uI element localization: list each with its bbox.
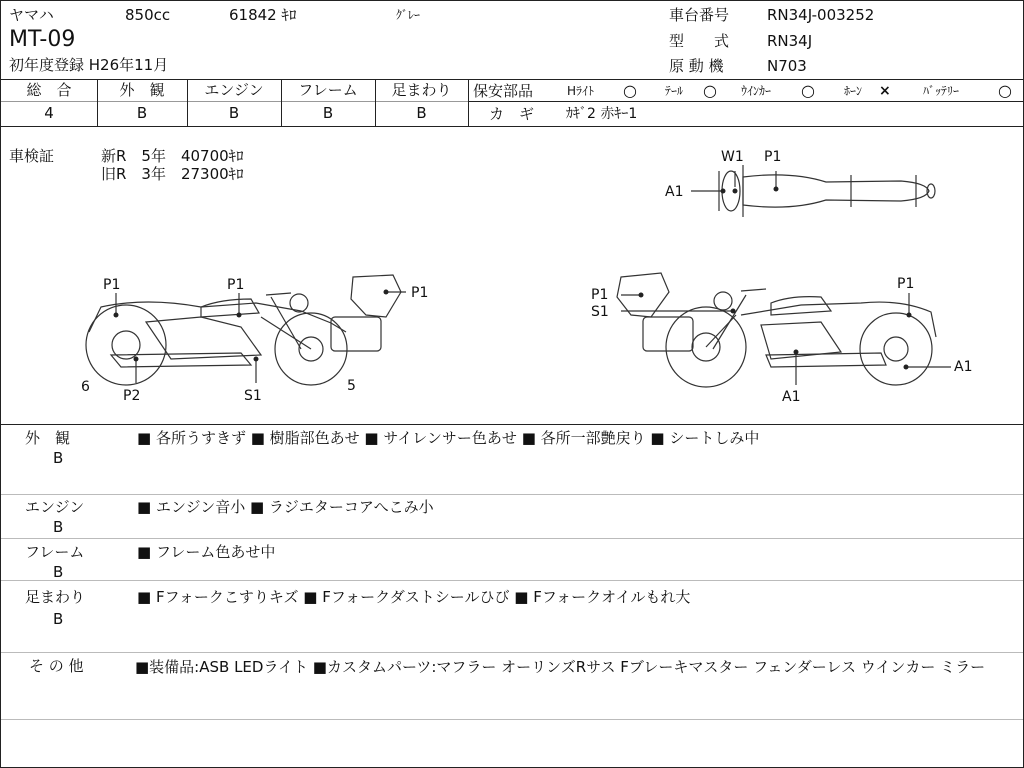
safety-battery: ﾊﾞｯﾃﾘｰ [923, 84, 960, 98]
maker: ヤマハ [9, 6, 54, 24]
mark-left-p1-c: P1 [411, 285, 429, 301]
divider [1, 424, 1023, 425]
safety-headlight-mark: ○ [623, 81, 637, 100]
type-label: 型 式 [669, 32, 730, 50]
displacement: 850cc [125, 6, 171, 24]
mark-top-w1: W1 [721, 149, 744, 165]
first-registration: 初年度登録 H26年11月 [9, 56, 169, 74]
remark-engine-grade: B [53, 518, 64, 536]
grade-suspension-label: 足まわり [391, 81, 452, 99]
divider [1, 652, 1023, 653]
safety-taillight-mark: ○ [703, 81, 717, 100]
mileage: 61842 ｷﾛ [229, 6, 297, 24]
divider [1, 494, 1023, 495]
grade-frame-label: フレーム [298, 81, 358, 99]
safety-winker-mark: ○ [801, 81, 815, 100]
inspection-label: 車検証 [9, 147, 55, 165]
divider [1, 101, 468, 102]
mark-left-6: 6 [81, 379, 90, 395]
grade-exterior-value: B [136, 104, 148, 122]
grade-frame-value: B [322, 104, 334, 122]
mark-left-p1-a: P1 [103, 277, 121, 293]
remark-exterior-text: ■ 各所うすきず ■ 樹脂部色あせ ■ サイレンサー色あせ ■ 各所一部艶戻り ■ シートしみ中 [137, 429, 760, 447]
remark-suspension-text: ■ Fフォークこすりキズ ■ Fフォークダストシールひび ■ Fフォークオイルもれ大 [137, 588, 691, 606]
remark-other-text: ■装備品:ASB LEDライト ■カスタムパーツ:マフラー オーリンズRサス Fブレーキマスター フェンダーレス ウインカー ミラー [135, 658, 986, 676]
remark-exterior-label: 外 観 [25, 429, 71, 447]
inspection-old: 旧R 3年 27300ｷﾛ [101, 165, 244, 183]
mark-right-s1: S1 [591, 304, 609, 320]
divider [468, 79, 469, 126]
grade-suspension-value: B [416, 104, 427, 122]
divider [1, 580, 1023, 581]
mark-left-5: 5 [347, 378, 356, 394]
remark-other-label: そ の 他 [29, 657, 84, 675]
mark-left-s1: S1 [244, 388, 262, 404]
remark-frame-label: フレーム [25, 543, 85, 561]
grade-engine-value: B [228, 104, 240, 122]
safety-horn: ﾎｰﾝ [844, 84, 863, 98]
grade-engine-label: エンジン [204, 81, 264, 99]
safety-horn-mark: × [879, 83, 891, 99]
model-name: MT-09 [9, 27, 76, 52]
remark-exterior-grade: B [53, 449, 64, 467]
remark-frame-grade: B [53, 563, 64, 581]
engine-label: 原 動 機 [669, 57, 724, 75]
mark-right-a1-a: A1 [954, 359, 973, 375]
mark-top-p1: P1 [764, 149, 782, 165]
type-value: RN34J [767, 32, 813, 50]
divider [1, 79, 1023, 80]
grade-exterior-label: 外 観 [119, 81, 165, 99]
grade-overall-label: 総 合 [26, 81, 72, 99]
divider [1, 719, 1023, 720]
frame-no-label: 車台番号 [669, 6, 730, 24]
safety-taillight: ﾃｰﾙ [665, 84, 684, 98]
remark-engine-label: エンジン [25, 498, 85, 516]
divider [468, 101, 1023, 102]
damage-diagram [1, 127, 1023, 423]
right-side-bike [617, 273, 936, 387]
frame-no: RN34J-003252 [767, 6, 875, 24]
safety-battery-mark: ○ [998, 81, 1012, 100]
top-view-bike [719, 165, 935, 217]
grade-overall-value: 4 [44, 104, 54, 122]
safety-label: 保安部品 [473, 82, 534, 100]
inspection-new: 新R 5年 40700ｷﾛ [101, 147, 244, 165]
safety-winker: ｳｲﾝｶｰ [741, 84, 772, 98]
remark-suspension-grade: B [53, 610, 64, 628]
remark-suspension-label: 足まわり [25, 588, 86, 606]
key-value: ｶｷﾞ2 赤ｷｰ1 [566, 106, 638, 122]
mark-right-p1-a: P1 [591, 287, 609, 303]
key-label: カ ギ [489, 105, 535, 123]
engine-value: N703 [767, 57, 807, 75]
mark-right-a1-b: A1 [782, 389, 801, 405]
mark-left-p1-b: P1 [227, 277, 245, 293]
mark-right-p1-b: P1 [897, 276, 915, 292]
mark-left-p2: P2 [123, 388, 141, 404]
remark-frame-text: ■ フレーム色あせ中 [137, 543, 276, 561]
remark-engine-text: ■ エンジン音小 ■ ラジエターコアへこみ小 [137, 498, 434, 516]
safety-headlight: Hﾗｲﾄ [567, 84, 595, 98]
color: ｸﾞﾚｰ [396, 8, 421, 22]
divider [1, 538, 1023, 539]
mark-top-a1: A1 [665, 184, 684, 200]
